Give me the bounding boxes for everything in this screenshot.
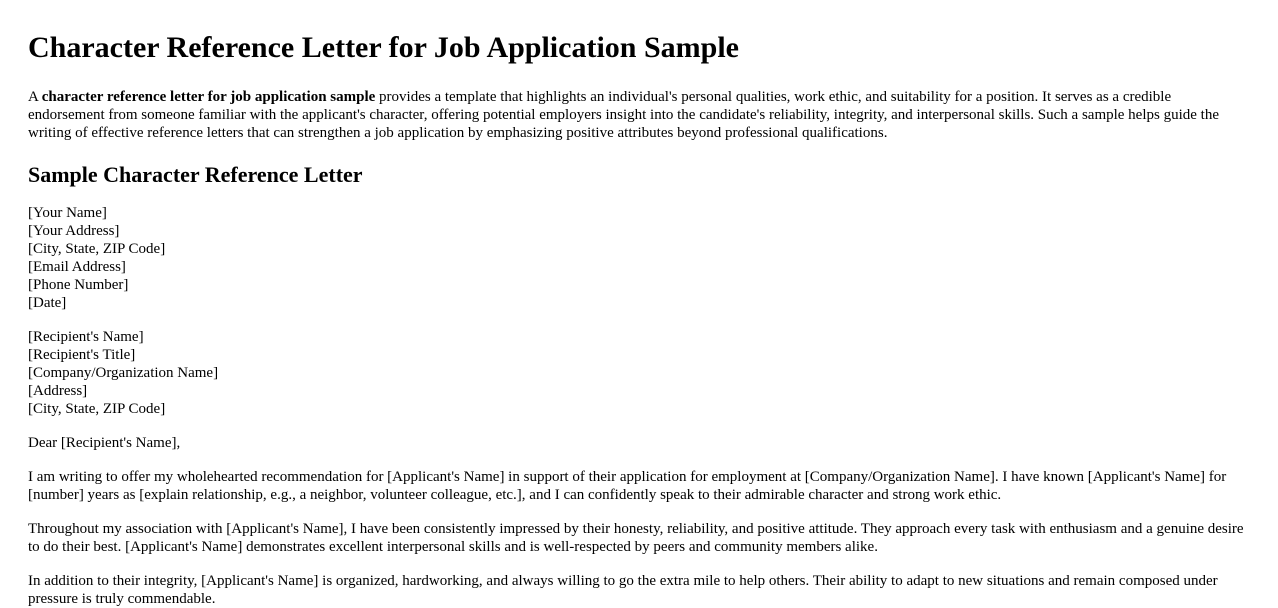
- recipient-line: [Company/Organization Name]: [28, 365, 219, 381]
- intro-rest: provides a template that highlights an individual's personal qualities, work ethic, and suitability for a position. It serves as a credible endorsement from someone familiar with the applicant's character, offering potential employers insight into the candidate's reliability, integrity, and interpersonal skills. Such a sample helps guide the writing of effective reference letters that can strengthen a job application by emphasizing positive attributes beyond professional qualifications.: [28, 89, 1219, 141]
- page-title: Character Reference Letter for Job Application Sample: [28, 31, 739, 64]
- sender-line: [Your Address]: [28, 223, 120, 239]
- letter-paragraph: Throughout my association with [Applicant's Name], I have been consistently impressed by their honesty, reliability, and positive attitude. They approach every task with enthusiasm and a genuine desire to do their best. [Applicant's Name] demonstrates excellent interpersonal skills and is well-respected by peers and community members alike.: [28, 521, 1244, 555]
- document-page: [28, 0, 1250, 608]
- intro-bold-phrase: character reference letter for job application sample: [41, 89, 376, 105]
- recipient-address-block: [28, 328, 1250, 418]
- intro-paragraph: [28, 88, 1250, 142]
- sender-address-block: [28, 204, 1250, 312]
- sender-line: [Your Name]: [28, 205, 107, 221]
- recipient-line: [Address]: [28, 383, 88, 399]
- sender-line: [Email Address]: [28, 259, 126, 275]
- sender-line: [Date]: [28, 295, 67, 311]
- sender-line: [City, State, ZIP Code]: [28, 241, 166, 257]
- salutation: Dear [Recipient's Name],: [28, 435, 181, 451]
- section-heading: Sample Character Reference Letter: [28, 162, 363, 187]
- recipient-line: [Recipient's Name]: [28, 329, 144, 345]
- recipient-line: [City, State, ZIP Code]: [28, 401, 166, 417]
- letter-paragraph: In addition to their integrity, [Applicant's Name] is organized, hardworking, and always willing to go the extra mile to help others. Their ability to adapt to new situations and remain composed under pressure is truly commendable.: [28, 573, 1218, 607]
- recipient-line: [Recipient's Title]: [28, 347, 136, 363]
- intro-prefix: A: [28, 89, 42, 105]
- letter-paragraph: I am writing to offer my wholehearted recommendation for [Applicant's Name] in support of their application for employment at [Company/Organization Name]. I have known [Applicant's Name] for [number] years as [explain relationship, e.g., a neighbor, volunteer colleague, etc.], and I can confidently speak to their admirable character and strong work ethic.: [28, 469, 1227, 503]
- sender-line: [Phone Number]: [28, 277, 129, 293]
